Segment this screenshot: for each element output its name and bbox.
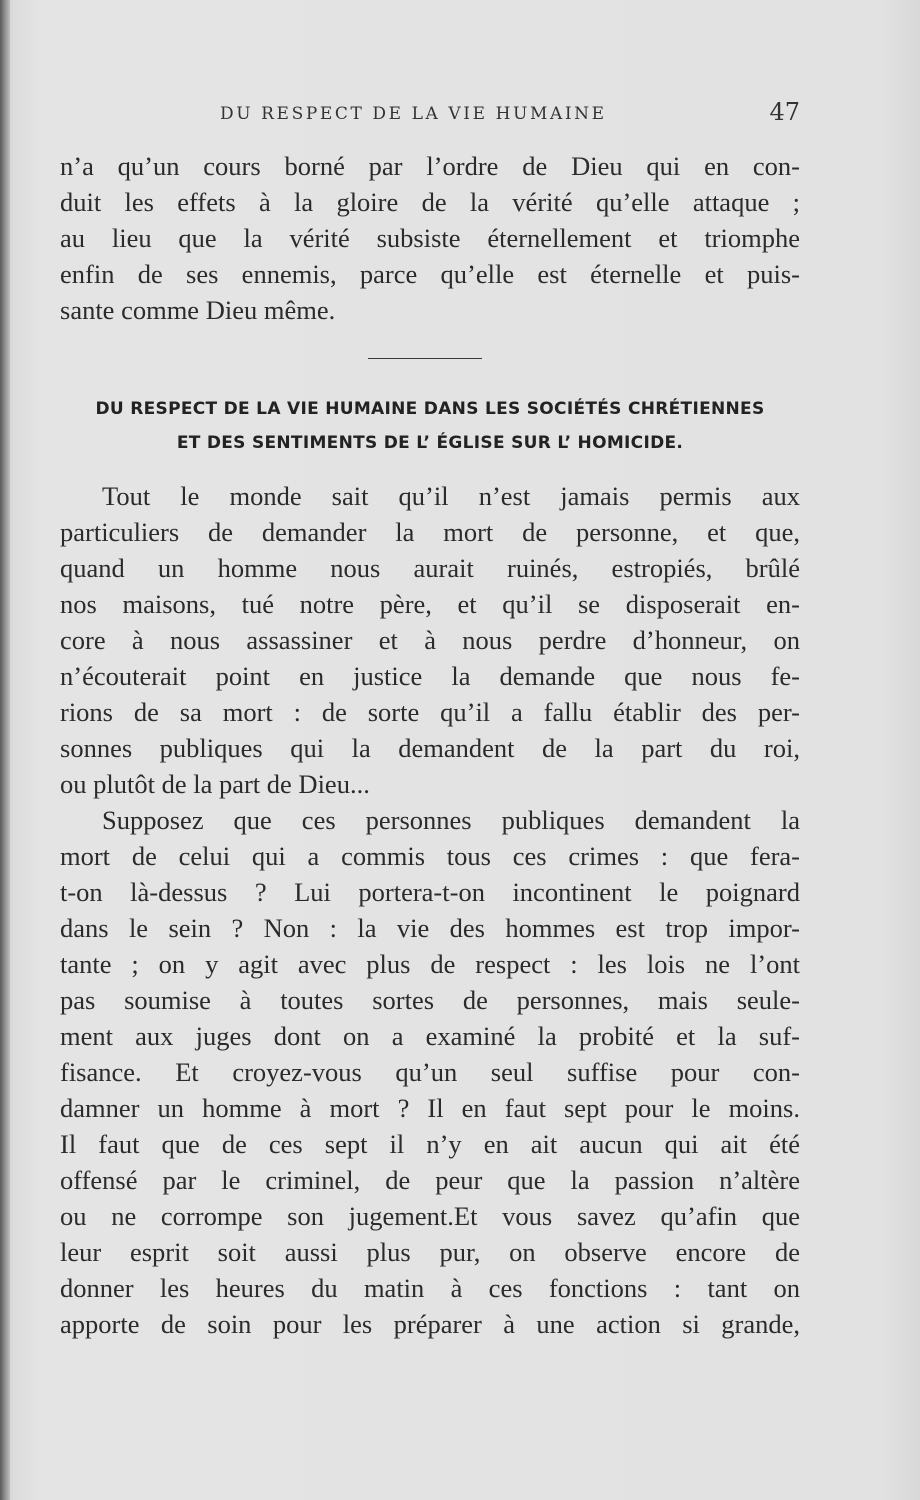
paragraph-1 [60, 478, 800, 802]
text-line: dans le sein ? Non : la vie des hommes est trop impor- [60, 913, 800, 943]
text-line: nos maisons, tué notre père, et qu’il se disposerait en- [60, 589, 800, 619]
text-line: damner un homme à mort ? Il en faut sept pour le moins. [60, 1093, 800, 1123]
text-line: pas soumise à toutes sortes de personnes, mais seule- [60, 985, 800, 1015]
text-line: apporte de soin pour les préparer à une action si grande, [60, 1309, 800, 1339]
section-heading [60, 392, 800, 460]
text-line: Il faut que de ces sept il n’y en ait aucun qui ait été [60, 1129, 800, 1159]
section-heading-line: ET DES SENTIMENTS DE L’ ÉGLISE SUR L’ HOMICIDE. [176, 433, 684, 453]
text-line: leur esprit soit aussi plus pur, on observe encore de [60, 1237, 800, 1267]
text-line: enfin de ses ennemis, parce qu’elle est éternelle et puis- [60, 259, 800, 289]
text-line: n’écouterait point en justice la demande que nous fe- [60, 661, 800, 691]
text-line: n’a qu’un cours borné par l’ordre de Dieu qui en con- [60, 151, 800, 181]
section-divider [368, 358, 482, 359]
text-line: t-on là-dessus ? Lui portera-t-on incontinent le poignard [60, 877, 800, 907]
book-spine-edge [0, 0, 10, 1500]
text-line: core à nous assassiner et à nous perdre d’honneur, on [60, 625, 800, 655]
text-line: ment aux juges dont on a examiné la probité et la suf- [60, 1021, 800, 1051]
text-line: Supposez que ces personnes publiques demandent la [102, 805, 800, 835]
text-line: ou ne corrompe son jugement.Et vous savez qu’afin que [60, 1201, 800, 1231]
text-line: Tout le monde sait qu’il n’est jamais permis aux [102, 481, 800, 511]
text-line: tante ; on y agit avec plus de respect : les lois ne l’ont [60, 949, 800, 979]
text-line: offensé par le criminel, de peur que la passion n’altère [60, 1165, 800, 1195]
paragraph-2 [60, 802, 800, 1342]
text-line: duit les effets à la gloire de la vérité qu’elle attaque ; [60, 187, 800, 217]
page-number: 47 [769, 98, 800, 126]
text-line: sante comme Dieu même. [60, 295, 336, 325]
text-line: sonnes publiques qui la demandent de la part du roi, [60, 733, 800, 763]
text-line: particuliers de demander la mort de personne, et que, [60, 517, 800, 547]
text-line: au lieu que la vérité subsiste éternellement et triomphe [60, 223, 800, 253]
text-line: fisance. Et croyez-vous qu’un seul suffise pour con- [60, 1057, 800, 1087]
text-line: donner les heures du matin à ces fonctions : tant on [60, 1273, 800, 1303]
text-line: quand un homme nous aurait ruinés, estropiés, brûlé [60, 553, 800, 583]
intro-paragraph [60, 148, 800, 328]
running-title: DU RESPECT DE LA VIE HUMAINE [220, 104, 607, 124]
text-line: rions de sa mort : de sorte qu’il a fallu établir des per- [60, 697, 800, 727]
section-heading-line: DU RESPECT DE LA VIE HUMAINE DANS LES SOCIÉTÉS CHRÉTIENNES [95, 399, 765, 419]
running-head [60, 98, 800, 134]
text-line: ou plutôt de la part de Dieu... [60, 769, 370, 799]
text-line: mort de celui qui a commis tous ces crimes : que fera- [60, 841, 800, 871]
